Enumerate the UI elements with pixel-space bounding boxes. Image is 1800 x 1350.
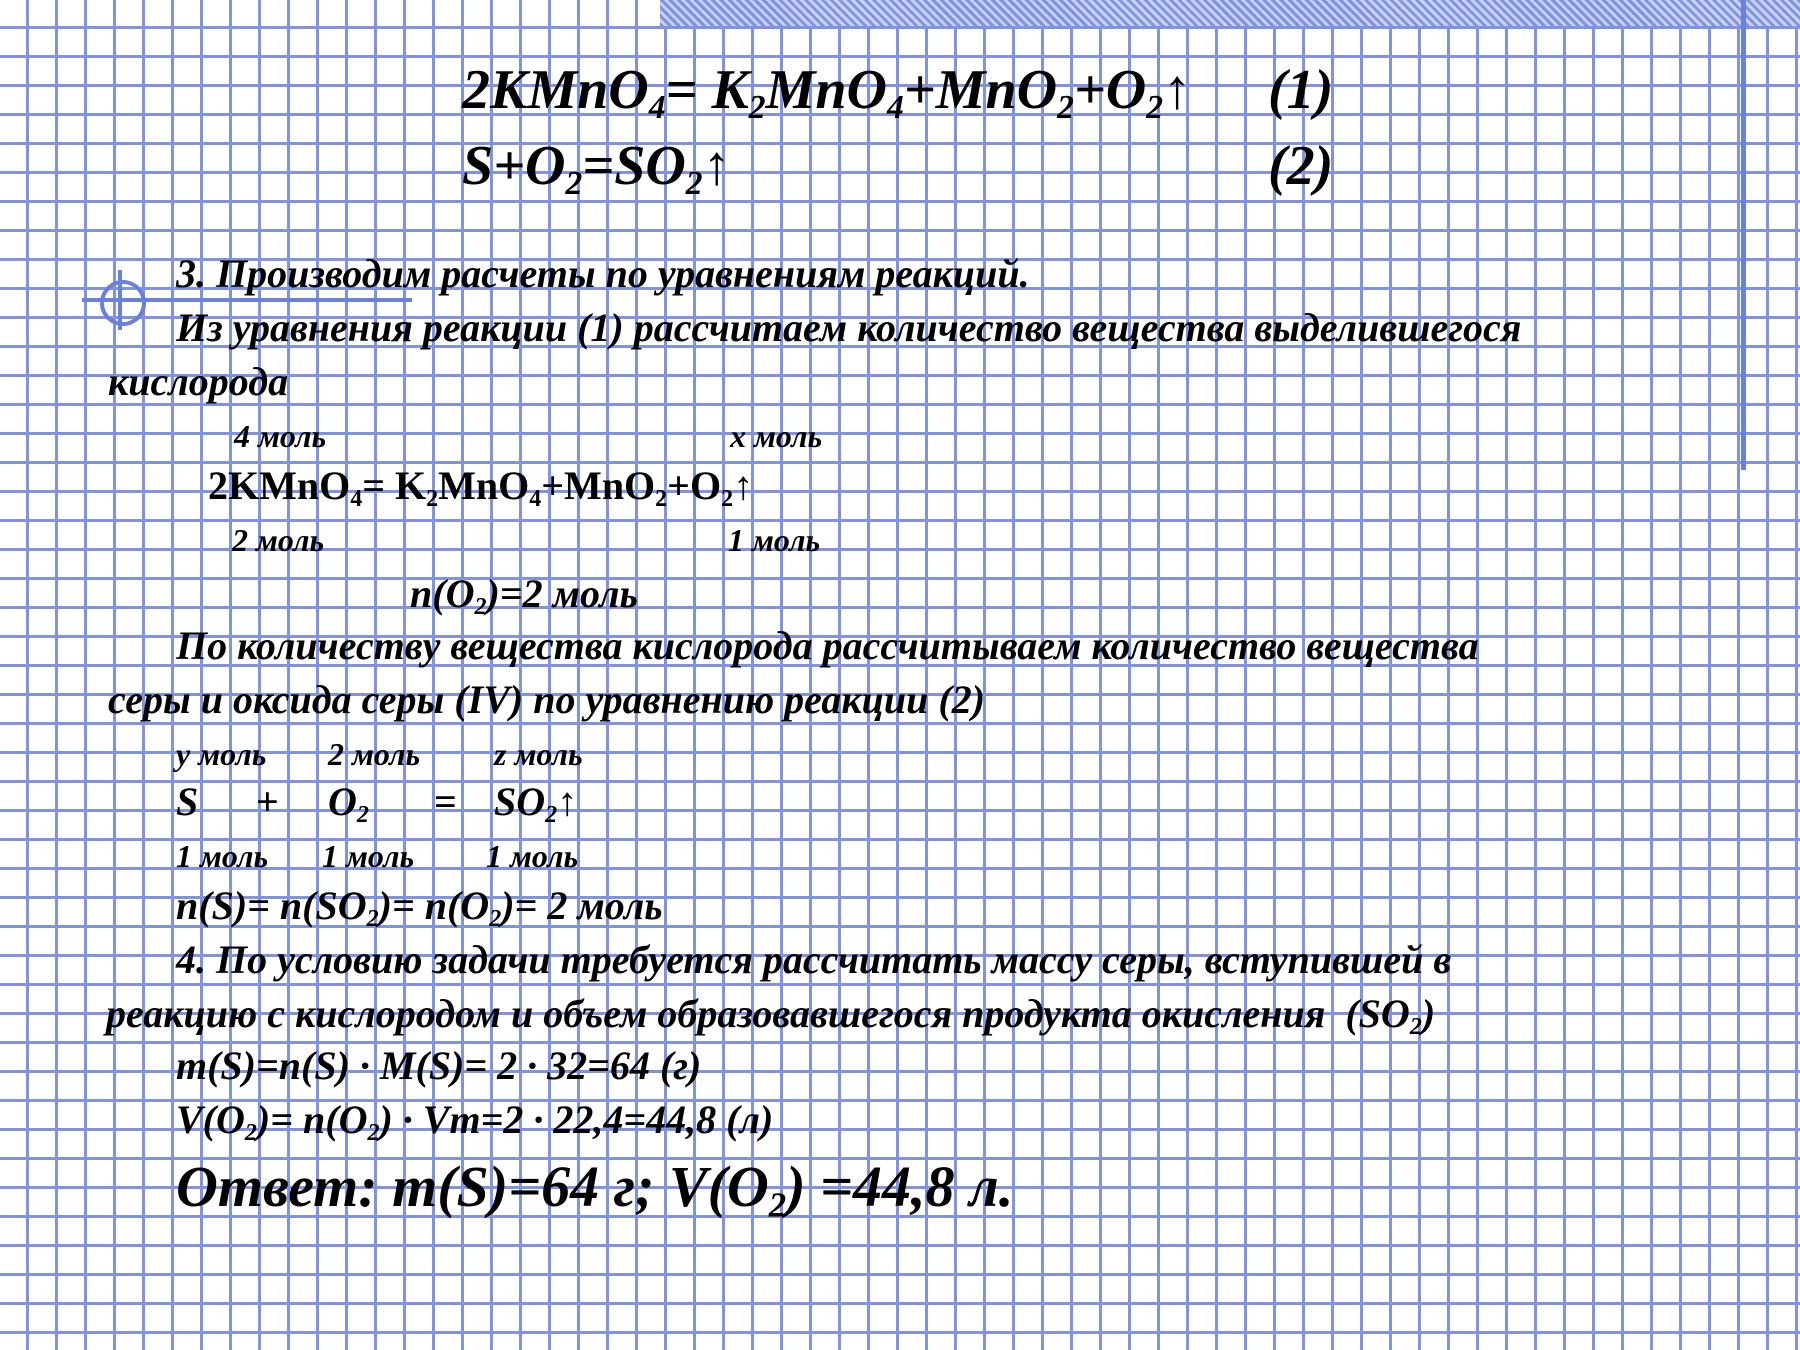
r2-o2: $O_2$: [328, 779, 369, 829]
r2-s: S: [176, 779, 199, 824]
decorative-hatched-bar: [660, 0, 1800, 26]
volume-calculation: $V(O_2)= n(O_2) \cdot Vm=2 \cdot 22,4=44,8$ (л): [176, 1097, 774, 1147]
decorative-circle: [100, 280, 146, 326]
r2-plus: +: [256, 779, 279, 824]
r1-top-left: 4 моль: [234, 418, 327, 454]
equation-2-number: (2): [1268, 135, 1334, 197]
decorative-vertical-line: [1741, 0, 1746, 470]
para2-line2: серы и оксида серы (IV) по уравнению реакции (2): [108, 677, 986, 722]
r2-bottom-2: 1 моль: [322, 838, 415, 874]
r2-top-3: z моль: [494, 736, 583, 772]
step3-text-line2: кислорода: [108, 359, 289, 404]
n-s-result: $n(S)= n(SO_2)= n(O_2)= 2$ моль: [176, 883, 663, 933]
r2-top-1: у моль: [176, 736, 267, 772]
r2-equals: =: [434, 779, 457, 824]
r1-bottom-left: 2 моль: [232, 522, 325, 558]
r1-top-right: х моль: [730, 418, 823, 454]
step3-text-line1: Из уравнения реакции (1) рассчитаем количество вещества выделившегося: [176, 305, 1522, 350]
para2-line1: По количеству вещества кислорода рассчитываем количество вещества: [176, 623, 1479, 668]
r2-bottom-3: 1 моль: [486, 838, 579, 874]
r1-bottom-right: 1 моль: [728, 522, 821, 558]
r2-bottom-1: 1 моль: [176, 838, 269, 874]
n-o2-result: $n(O_2)=2$ моль: [410, 571, 638, 621]
answer: Ответ: m(S)=64 г; $V(O_2) =44,8$ л.: [176, 1154, 1014, 1225]
decorative-cross-line: [118, 270, 122, 330]
step4-line1: 4. По условию задачи требуется рассчитать массу серы, вступившей в: [176, 937, 1452, 982]
step3-title: 3. Производим расчеты по уравнениям реакций.: [176, 251, 1030, 296]
r1-equation: 2KMnO$_4$= $K_2MnO_4+MnO_2+O_2↑$: [208, 463, 754, 513]
r2-so2: $SO_2↑$: [494, 779, 578, 829]
equation-1-number: (1): [1268, 59, 1334, 121]
r2-top-2: 2 моль: [328, 736, 421, 772]
mass-calculation: m(S)=n(S) · M(S)= 2 · 32=64 (г): [176, 1043, 702, 1088]
step4-line2: реакцию с кислородом и объем образовавшегося продукта окисления $(SO_2)$: [106, 991, 1436, 1041]
equation-1: 2KMnO$_4$= $K_2MnO_4+MnO_2+O_2↑$: [462, 59, 1192, 127]
equation-2: $S+O_2=SO_2↑$: [462, 135, 731, 203]
